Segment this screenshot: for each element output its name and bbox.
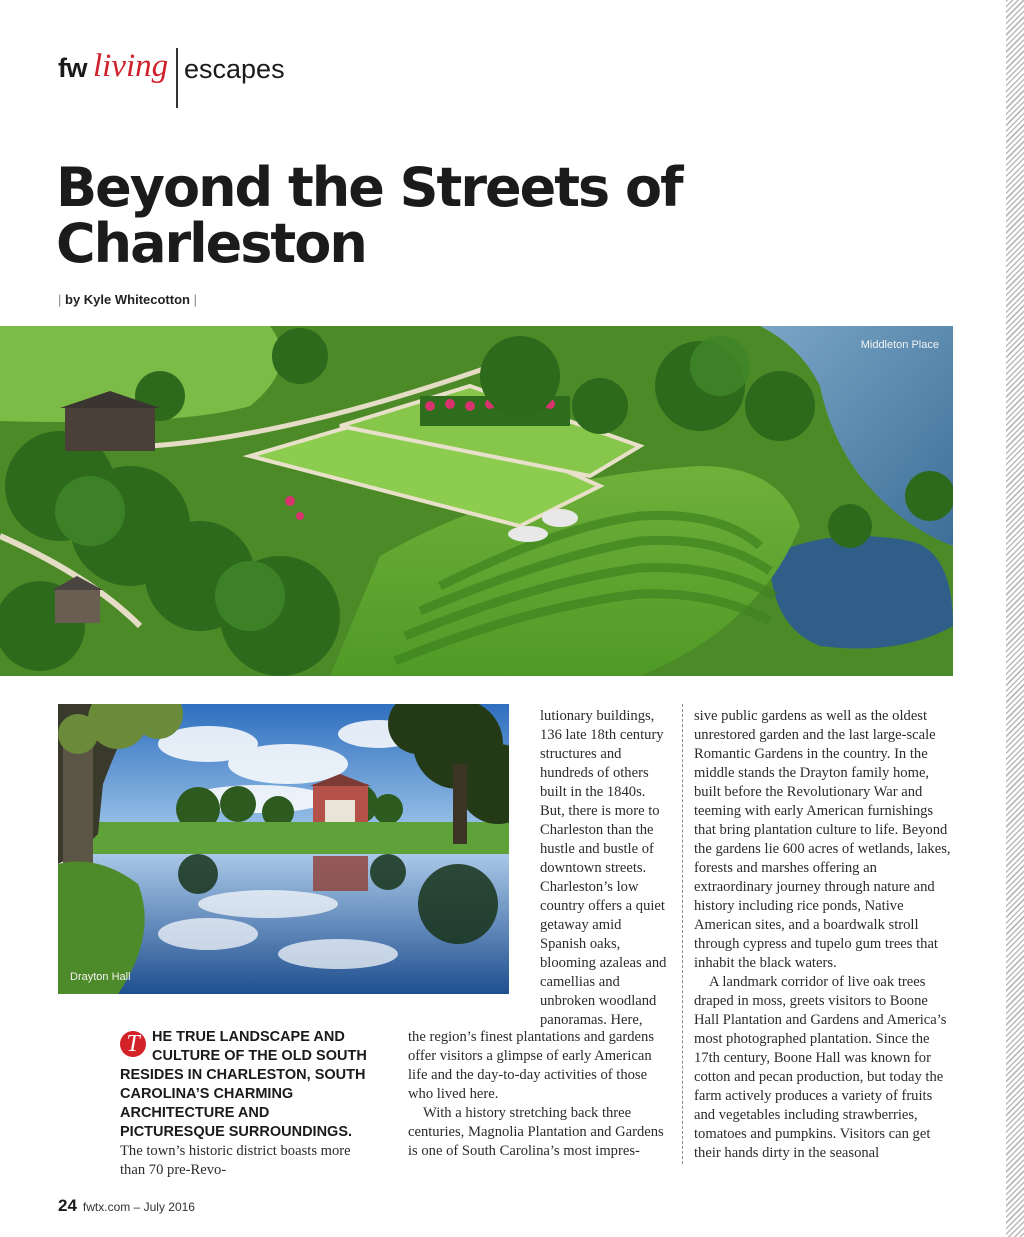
photo2-caption: Drayton Hall <box>70 971 131 983</box>
article-title: Beyond the Streets of Charleston <box>56 156 682 275</box>
page-number: 24 <box>58 1196 77 1215</box>
page-footer <box>58 1196 195 1216</box>
author-name: by Kyle Whitecotton <box>65 292 190 307</box>
drop-cap: T <box>120 1031 146 1057</box>
hero-caption: Middleton Place <box>860 339 939 351</box>
section-name: escapes <box>184 54 285 84</box>
drayton-hall-illustration <box>58 704 509 994</box>
footer-site-date: fwtx.com – July 2016 <box>82 1200 195 1214</box>
lead-caps-text: HE TRUE LANDSCAPE AND CULTURE OF THE OLD SOUTH RESIDES IN CHARLESTON, SOUTH CAROLINA’S CHARMING ARCHITECTURE AND PICTURESQUE SURROUNDINGS. <box>120 1029 367 1140</box>
column2-top-text: lutionary buildings, 136 late 18th century structures and hundreds of others built in the 1840s. But, there is more to Charleston than the hustle and bustle of downtown streets. Charleston’s low country offers a quiet getaway amid Spanish oaks, blooming azaleas and camellias and unbroken woodland panoramas. Here, <box>540 708 667 1028</box>
header-divider <box>176 48 178 108</box>
aerial-garden-illustration <box>0 326 953 676</box>
brand-fw: fw <box>58 53 87 83</box>
column3-text: sive public gardens as well as the oldest unrestored garden and the last large-scale Romantic Gardens in the country. In the middle stands the Drayton family home, built before the Revolutionary War and teeming with early American furnishings that bring plantation culture to life. Beyond the gardens lie 600 acres of wetlands, lakes, forests and marshes offering an extraordinary journey through nature and history including rice ponds, Native American sites, and a boardwalk stroll through cypress and tupelo gum trees that inhabit the black waters. A landmark corridor of live oak trees draped in moss, greets visitors to Boone Hall Plantation and Gardens and America’s most photographed plantation. Since the 17th century, Boone Hall was known for cotton and pecan production, but today the farm actively produces a variety of fruits and vegetables including strawberries, tomatoes and pumpkins. Visitors can get their hands dirty in the seasonal <box>694 708 951 1161</box>
lead-paragraph <box>120 1028 378 1180</box>
lead-body-text: The town’s historic district boasts more than 70 pre-Revo- <box>120 1143 351 1178</box>
hero-photo-middleton-place <box>0 326 953 676</box>
photo-drayton-hall <box>58 704 509 994</box>
byline: | by Kyle Whitecotton | <box>58 292 197 307</box>
column2-bottom-text: the region’s finest plantations and gardens offer visitors a glimpse of early American life and the day-to-day activities of those who lived here. With a history stretching back three centuries, Magnolia Plantation and Gardens is one of South Carolina’s most impres- <box>408 1029 664 1159</box>
column-divider <box>682 704 683 1164</box>
brand-living: living <box>93 48 169 84</box>
page-edge-hatch <box>1006 0 1024 1237</box>
